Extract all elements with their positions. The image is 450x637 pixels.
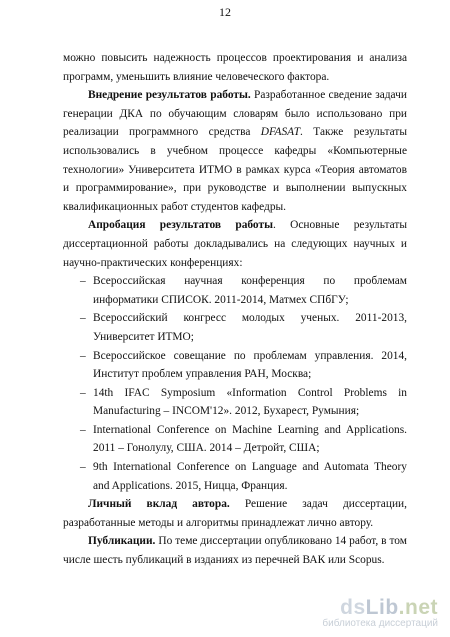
list-item: – 9th International Conference on Language and Automata Theory and Applications. 2015, Ницца, Франция. bbox=[63, 458, 407, 495]
list-dash: – bbox=[80, 275, 86, 288]
paragraph-approbation bbox=[63, 216, 407, 272]
publications-text: По теме диссертации опубликовано 14 работ, в том числе шесть публикаций в изданиях из перечней ВАК или Scopus. bbox=[63, 535, 407, 567]
page-number: 12 bbox=[219, 5, 231, 19]
list-item: – 14th IFAC Symposium «Information Control Problems in Manufacturing – INCOM'12». 2012, Бухарест, Румыния; bbox=[63, 384, 407, 421]
list-dash: – bbox=[80, 312, 86, 325]
list-item: – Всероссийское совещание по проблемам управления. 2014, Институт проблем управления РАН, Москва; bbox=[63, 347, 407, 384]
contribution-text: Решение задач диссертации, разработанные методы и алгоритмы принадлежат лично автору. bbox=[63, 498, 407, 529]
heading-approbation: Апробация результатов работы bbox=[88, 219, 273, 232]
list-item: – Всероссийский конгресс молодых ученых. 2011-2013, Университет ИТМО; bbox=[63, 309, 407, 346]
paragraph-implementation bbox=[63, 86, 407, 216]
list-dash: – bbox=[80, 386, 86, 399]
document-body bbox=[63, 49, 407, 570]
implementation-tail: . Также результаты использовались в учебном процессе кафедры «Компьютерные технологии» Университета ИТМО в рамках курса «Теория автоматов и программирование», при руководстве и выполнении выпускных квалификационных работ студентов кафедры. bbox=[63, 126, 407, 213]
heading-implementation: Внедрение результатов работы. bbox=[88, 89, 251, 102]
paragraph-contribution bbox=[63, 495, 407, 532]
heading-contribution: Личный вклад автора. bbox=[88, 498, 230, 511]
list-dash: – bbox=[80, 349, 86, 362]
tool-name: DFASAT bbox=[260, 126, 301, 139]
paragraph-intro: можно повысить надежность процессов проектирования и анализа программ, уменьшить влияние человеческого фактора. bbox=[63, 52, 407, 83]
heading-publications: Публикации. bbox=[88, 535, 156, 548]
list-item: – International Conference on Machine Learning and Applications. 2011 – Гонолулу, США. 2014 – Детройт, США; bbox=[63, 421, 407, 458]
conference-list bbox=[63, 272, 407, 495]
implementation-text: Разработанное сведение задачи генерации ДКА по обучающим словарям было использовано при реализации программного средства bbox=[63, 89, 407, 139]
list-dash: – bbox=[80, 423, 86, 436]
list-item: – Всероссийская научная конференция по проблемам информатики СПИСОК. 2011-2014, Матмех СПбГУ; bbox=[63, 272, 407, 309]
paragraph-publications bbox=[63, 532, 407, 569]
list-dash: – bbox=[80, 461, 86, 474]
watermark bbox=[322, 596, 438, 629]
watermark-logo: dsLib.net bbox=[340, 596, 438, 619]
watermark-subtitle: библиотека диссертаций bbox=[322, 618, 438, 629]
approbation-text: . Основные результаты диссертационной работы докладывались на следующих научных и научно-практических конференциях: bbox=[63, 219, 407, 269]
